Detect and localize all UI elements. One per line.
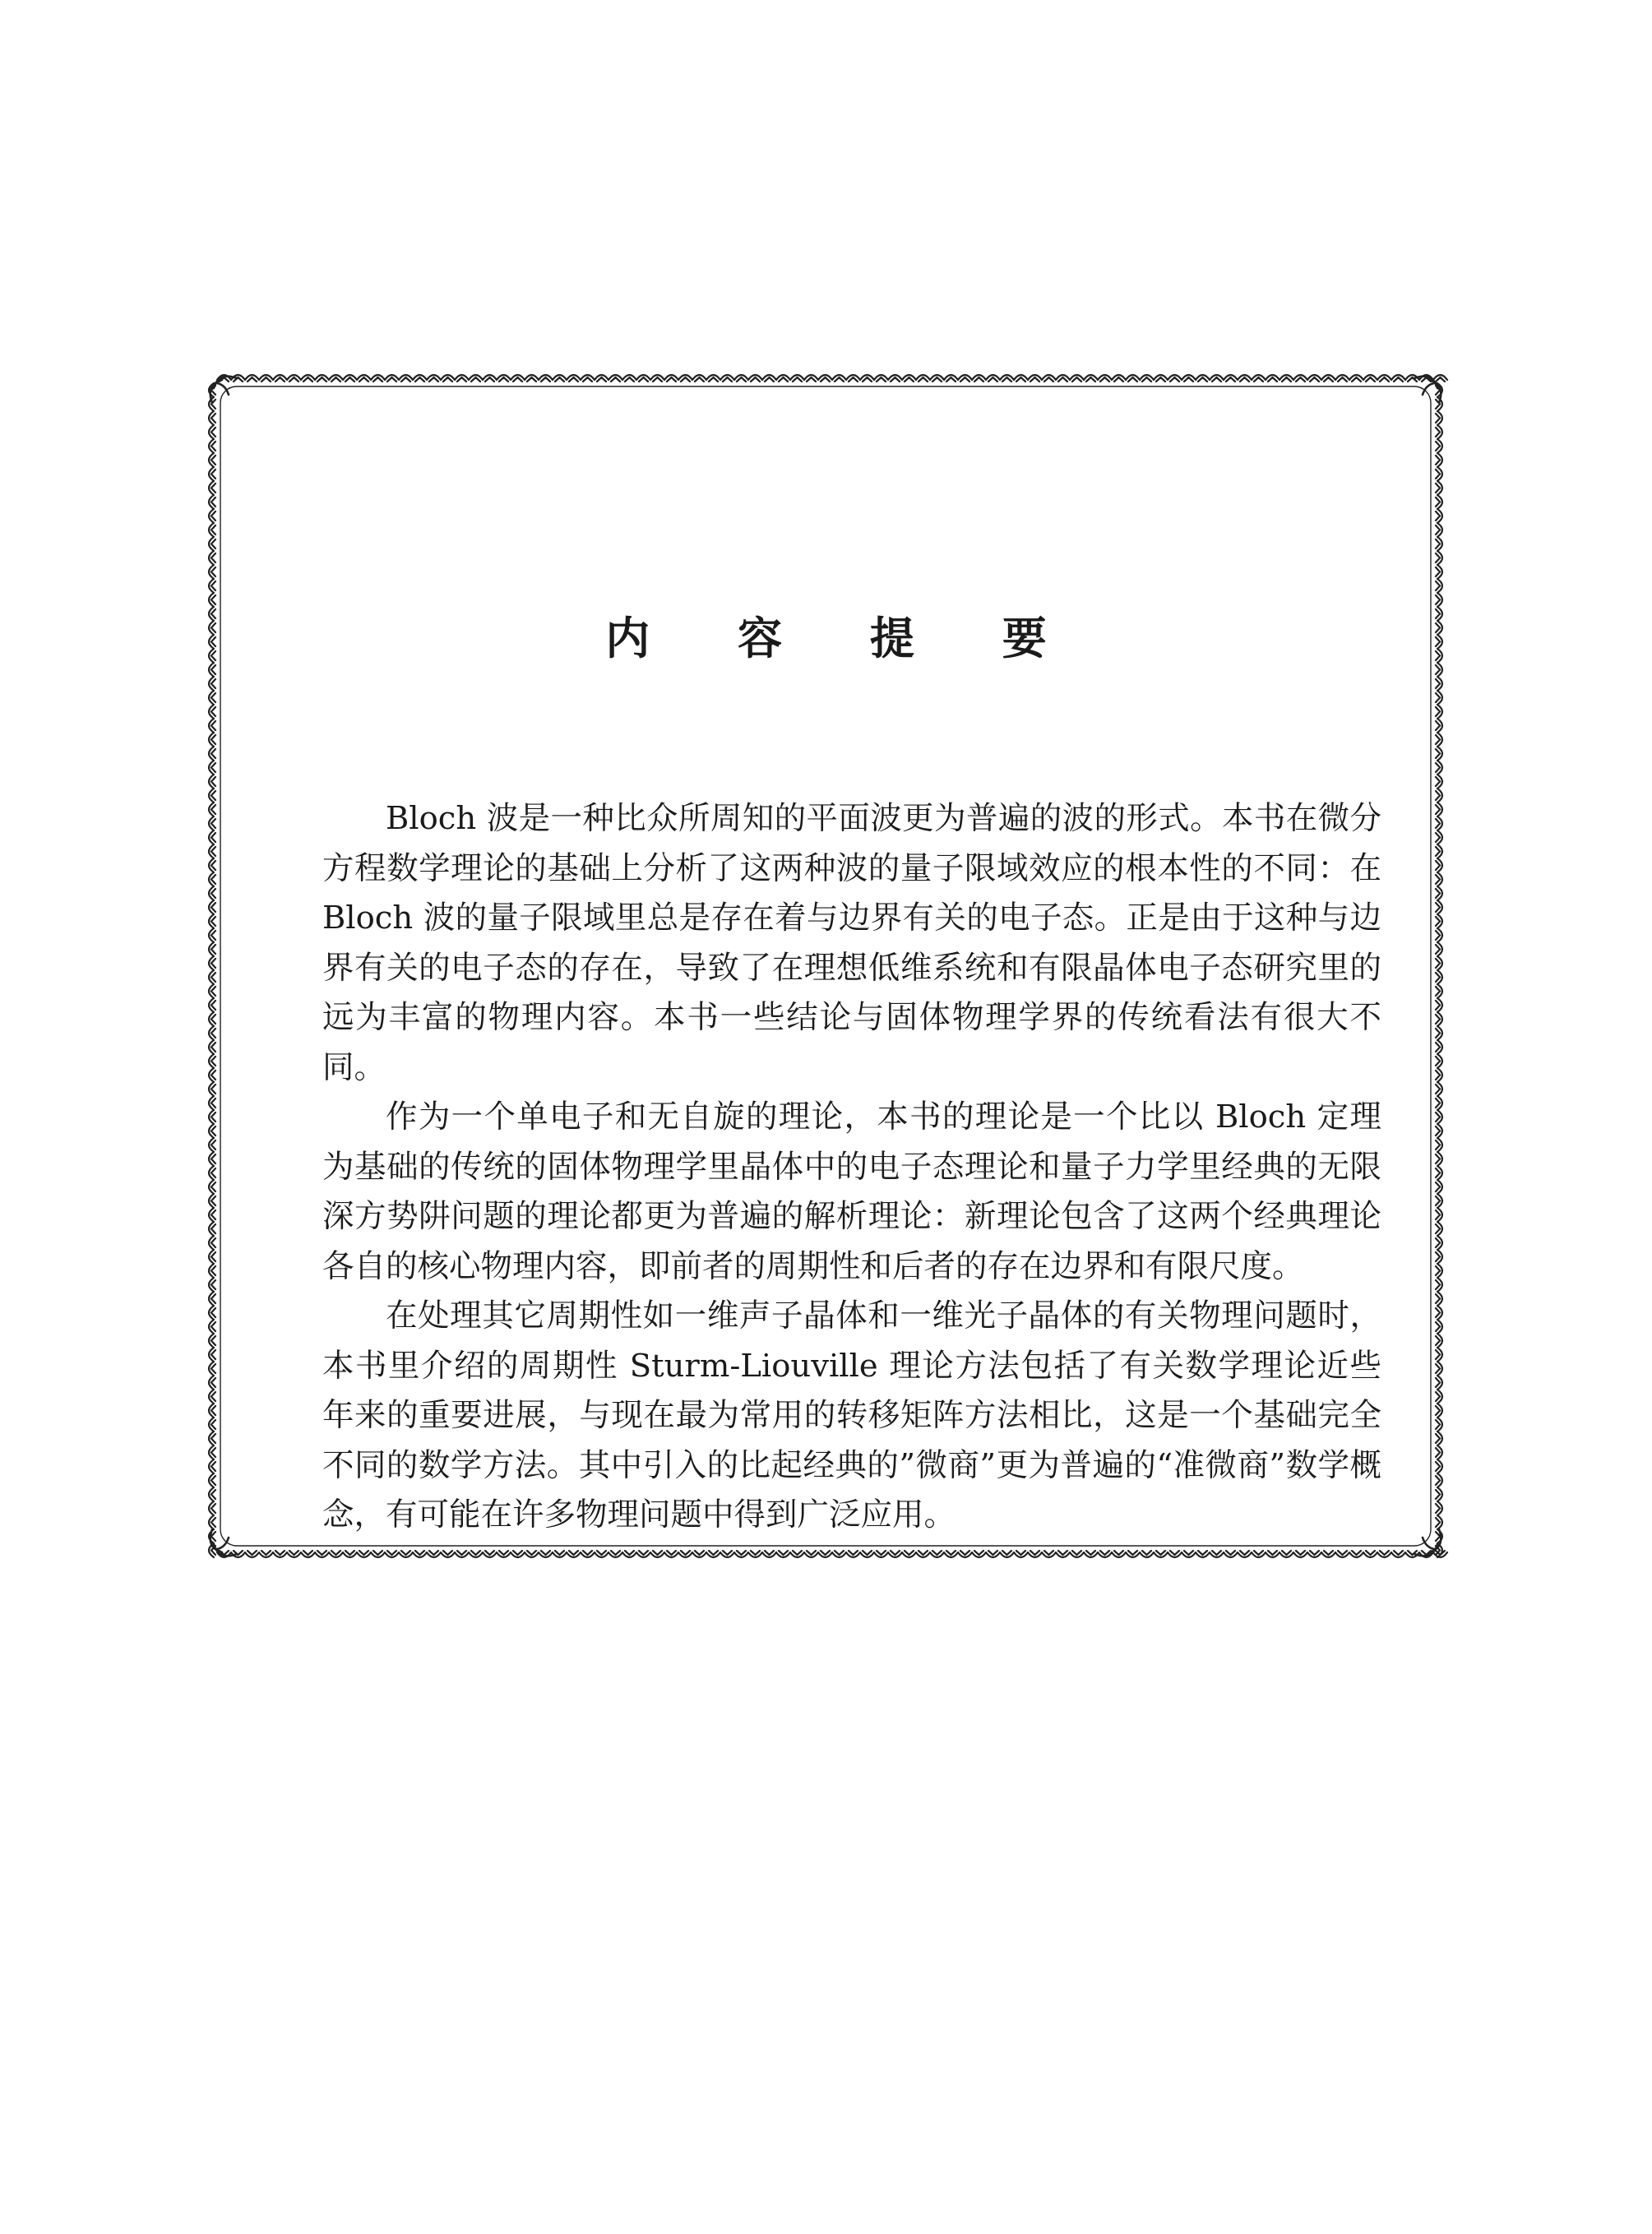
summary-body xyxy=(322,794,1381,1541)
paragraph-3: 在处理其它周期性如一维声子晶体和一维光子晶体的有关物理问题时，本书里介绍的周期性 Sturm-Liouville 理论方法包括了有关数学理论近些年来的重要进展，与现在最为常用的转移矩阵方法相比，这是一个基础完全不同的数学方法。其中引入的比起经典的”微商”更为普遍的“准微商”数学概念，有可能在许多物理问题中得到广泛应用。 xyxy=(322,1297,1381,1533)
paragraph-1: Bloch 波是一种比众所周知的平面波更为普遍的波的形式。本书在微分方程数学理论的基础上分析了这两种波的量子限域效应的根本性的不同：在 Bloch 波的量子限域里总是存在着与边界有关的电子态。正是由于这种与边界有关的电子态的存在，导致了在理想低维系统和有限晶体电子态研究里的远为丰富的物理内容。本书一些结论与固体物理学界的传统看法有很大不同。 xyxy=(322,800,1381,1086)
page-title: 内 容 提 要 xyxy=(605,613,1083,664)
paragraph-2: 作为一个单电子和无自旋的理论，本书的理论是一个比以 Bloch 定理为基础的传统的固体物理学里晶体中的电子态理论和量子力学里经典的无限深方势阱问题的理论都更为普遍的解析理论：新理论包含了这两个经典理论各自的核心物理内容，即前者的周期性和后者的存在边界和有限尺度。 xyxy=(322,1098,1381,1285)
border-corner-ornament xyxy=(211,377,237,403)
